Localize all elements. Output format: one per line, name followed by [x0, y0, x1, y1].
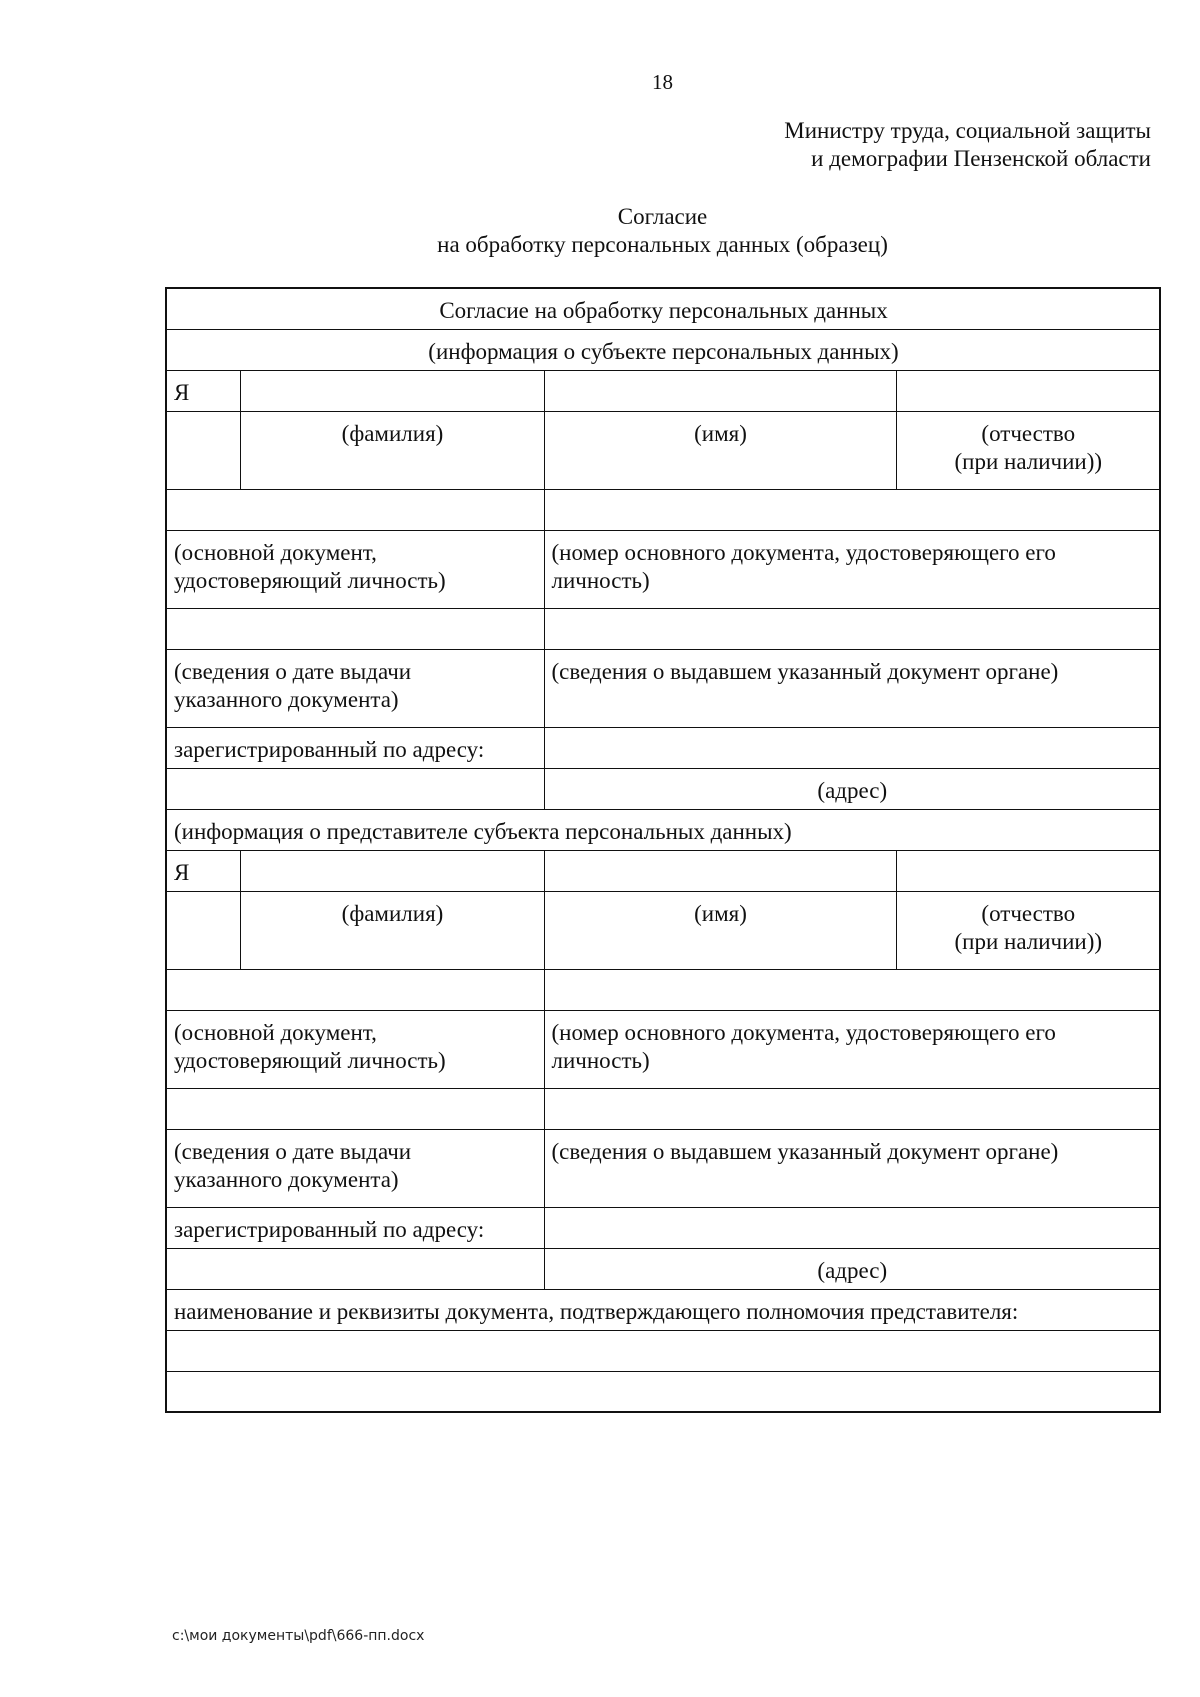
patronymic-label: [896, 891, 1160, 969]
subject-name-field[interactable]: [544, 370, 896, 411]
addressee-block: [784, 117, 1151, 173]
document-title: [0, 203, 1200, 259]
patronymic-label-line: (при наличии)): [954, 448, 1103, 474]
issue-date-label-line: (сведения о дате выдачи: [174, 1138, 412, 1164]
patronymic-label-line: (отчество: [981, 900, 1076, 926]
rep-address-label-row: [166, 1248, 1160, 1289]
registered-label: зарегистрированный по адресу:: [166, 727, 544, 768]
rep-issue-date-field[interactable]: [166, 1088, 544, 1129]
rep-issue-row: [166, 1088, 1160, 1129]
subject-address-label-row: [166, 768, 1160, 809]
authority-doc-label: наименование и реквизиты документа, подтверждающего полномочия представителя:: [166, 1289, 1160, 1330]
main-doc-number-label-line: личность): [551, 567, 650, 593]
ya-label: Я: [166, 370, 240, 411]
representative-info-heading: (информация о представителе субъекта персональных данных): [166, 809, 1160, 850]
rep-main-doc-labels-row: [166, 1010, 1160, 1088]
subject-main-doc-number-field[interactable]: [544, 489, 1160, 530]
main-doc-number-label-line: (номер основного документа, удостоверяющего его: [551, 1019, 1056, 1045]
patronymic-label-line: (при наличии)): [954, 928, 1103, 954]
subject-info-heading: (информация о субъекте персональных данных): [166, 329, 1160, 370]
page-number: 18: [652, 70, 673, 94]
rep-issue-labels-row: [166, 1129, 1160, 1207]
main-doc-number-label-line: личность): [551, 1047, 650, 1073]
subject-main-doc-field[interactable]: [166, 489, 544, 530]
authority-doc-row: [166, 1330, 1160, 1371]
subject-main-doc-row: [166, 489, 1160, 530]
empty-cell: [166, 891, 240, 969]
registered-label: зарегистрированный по адресу:: [166, 1207, 544, 1248]
rep-registered-row: [166, 1207, 1160, 1248]
representative-info-heading-row: [166, 809, 1160, 850]
main-doc-label-line: удостоверяющий личность): [174, 567, 446, 593]
form-header-row: [166, 288, 1160, 329]
address-label: (адрес): [544, 768, 1160, 809]
empty-cell: [166, 411, 240, 489]
ya-label: Я: [166, 850, 240, 891]
subject-address-field-extra[interactable]: [166, 768, 544, 809]
rep-issuer-field[interactable]: [544, 1088, 1160, 1129]
subject-issue-date-field[interactable]: [166, 608, 544, 649]
rep-address-field-extra[interactable]: [166, 1248, 544, 1289]
main-doc-number-label-line: (номер основного документа, удостоверяющего его: [551, 539, 1056, 565]
address-label: (адрес): [544, 1248, 1160, 1289]
main-doc-label: [166, 1010, 544, 1088]
main-doc-number-label: [544, 1010, 1160, 1088]
addressee-line: и демографии Пензенской области: [811, 146, 1151, 171]
subject-name-labels-row: [166, 411, 1160, 489]
subject-surname-field[interactable]: [240, 370, 544, 411]
patronymic-label: [896, 411, 1160, 489]
authority-doc-row: [166, 1371, 1160, 1412]
subject-issuer-field[interactable]: [544, 608, 1160, 649]
issue-date-label-line: (сведения о дате выдачи: [174, 658, 412, 684]
authority-doc-label-row: [166, 1289, 1160, 1330]
name-label: (имя): [544, 411, 896, 489]
rep-main-doc-field[interactable]: [166, 969, 544, 1010]
subject-issue-row: [166, 608, 1160, 649]
name-label: (имя): [544, 891, 896, 969]
rep-main-doc-number-field[interactable]: [544, 969, 1160, 1010]
addressee-line: Министру труда, социальной защиты: [784, 118, 1151, 143]
rep-patronymic-field[interactable]: [896, 850, 1160, 891]
patronymic-label-line: (отчество: [981, 420, 1076, 446]
form-header: Согласие на обработку персональных данных: [166, 288, 1160, 329]
main-doc-label: [166, 530, 544, 608]
consent-form-table: [165, 287, 1161, 1413]
subject-main-doc-labels-row: [166, 530, 1160, 608]
subject-info-heading-row: [166, 329, 1160, 370]
surname-label: (фамилия): [240, 411, 544, 489]
main-doc-number-label: [544, 530, 1160, 608]
rep-name-row: [166, 850, 1160, 891]
issue-date-label-line: указанного документа): [174, 1166, 399, 1192]
subject-name-row: [166, 370, 1160, 411]
footer-file-path: c:\мои документы\pdf\666-пп.docx: [172, 1628, 425, 1644]
surname-label: (фамилия): [240, 891, 544, 969]
authority-doc-field-2[interactable]: [166, 1371, 1160, 1412]
document-title-line: на обработку персональных данных (образец): [437, 232, 888, 257]
subject-patronymic-field[interactable]: [896, 370, 1160, 411]
rep-address-field[interactable]: [544, 1207, 1160, 1248]
issuer-label: (сведения о выдавшем указанный документ органе): [544, 1129, 1160, 1207]
subject-address-field[interactable]: [544, 727, 1160, 768]
issue-date-label: [166, 649, 544, 727]
subject-registered-row: [166, 727, 1160, 768]
subject-issue-labels-row: [166, 649, 1160, 727]
document-title-line: Согласие: [617, 204, 708, 229]
authority-doc-field-1[interactable]: [166, 1330, 1160, 1371]
issue-date-label: [166, 1129, 544, 1207]
rep-surname-field[interactable]: [240, 850, 544, 891]
main-doc-label-line: (основной документ,: [174, 1019, 377, 1045]
issue-date-label-line: указанного документа): [174, 686, 399, 712]
rep-name-labels-row: [166, 891, 1160, 969]
issuer-label: (сведения о выдавшем указанный документ органе): [544, 649, 1160, 727]
rep-name-field[interactable]: [544, 850, 896, 891]
rep-main-doc-row: [166, 969, 1160, 1010]
main-doc-label-line: удостоверяющий личность): [174, 1047, 446, 1073]
main-doc-label-line: (основной документ,: [174, 539, 377, 565]
